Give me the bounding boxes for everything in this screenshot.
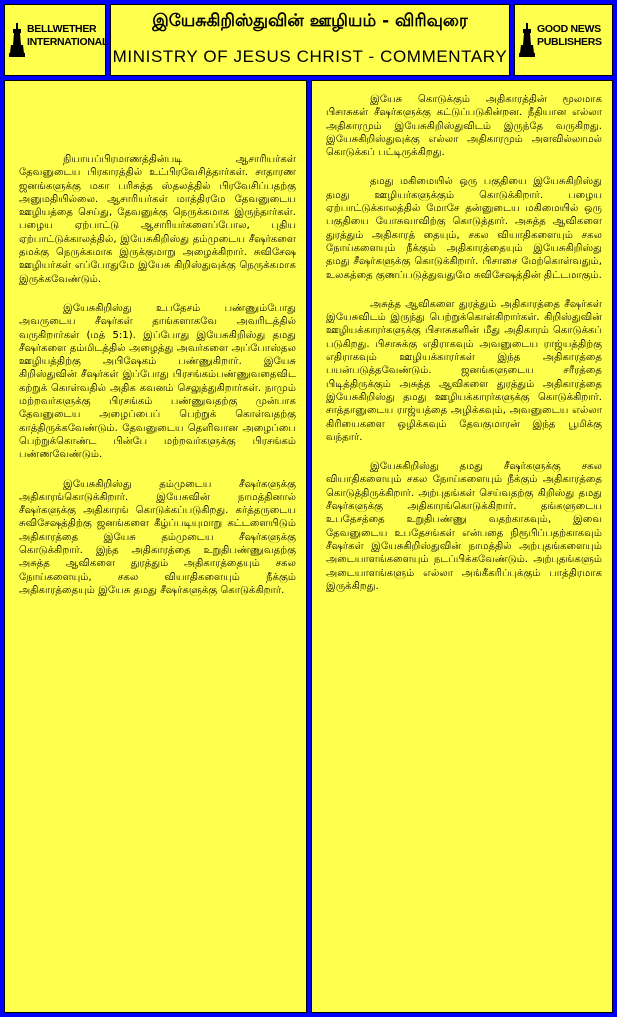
title-tamil: இயேசுகிறிஸ்துவின் ஊழியம் - விரிவுரை	[152, 11, 468, 31]
publisher-line-1: BELLWETHER	[27, 23, 97, 35]
bellwether-logo	[4, 4, 109, 76]
bell-tower-icon	[519, 23, 535, 57]
paragraph: இயேசுகிறிஸ்து தம்முடைய சீஷர்களுக்கு அதிகாரங்கொடுக்கிறார். இயேசுவின் நாமத்தினால் சீஷர்களுக்கு அதிகாரங் கொடுக்கப்படுகிறது. கர்த்தருடைய சுவிசேஷத்திற்கு ஜனங்களை கீழ்ப்படியுமாறு கட்டளையிடும் அதிகாரத்தை இயேசு தம்முடைய சீஷர்களுக்கு கொடுக்கிறார். இந்த அதிகாரத்தை உறுதிபண்ணுவதற்கு அசுத்த ஆவிகளை துரத்தும் அதிகாரத்தையும் சகல நோய்களையும், சகல வியாதிகளையும் நீக்கும் அதிகாரத்தையும் இயேசு தமது சீஷர்களுக்கு கொடுக்கிறார்.	[19, 478, 296, 596]
paragraph: அசுத்த ஆவிகளை துரத்தும் அதிகாரத்தை சீஷர்கள் இயேசுவிடம் இருந்து பெற்றுக்கொள்கிறார்கள். கிறிஸ்துவின் ஊழியக்காரர்களுக்கு பிசாசுகளின் மீது அதிகாரம் கொடுக்கப் படுகிறது. பிசாசுக்கு எதிராகவும் அவனுடைய ராஜ்யத்திற்கு எதிராகவும் ஊழியக்காரர்கள் இந்த அதிகாரத்தை பயன்படுத்தவேண்டும். ஜனங்களுடைய சரீரத்தை பிடித்திருக்கும் அசுத்த ஆவிகளை துரத்தும் அதிகாரத்தை இயேசுகிறிஸ்து தமது ஊழியக்காரர்களுக்கு கொடுக்கிறார். சாத்தானுடைய ராஜ்யத்தை அழிக்கவும், அவனுடைய எல்லா கிரியைகளை ஒழிக்கவும் தேவகுமாரன் இந்த பூமிக்கு வந்தார்.	[326, 298, 602, 443]
good-news-mark	[519, 23, 610, 63]
publisher-line-2: INTERNATIONAL	[27, 36, 109, 48]
bellwether-mark	[9, 23, 109, 63]
paragraph: நியாயப்பிரமாணத்தின்படி ஆசாரியர்கள் தேவனுடைய பிரகாரத்தில் உட்பிரவேசித்தார்கள். சாதாரண ஜனங்களுக்கு மகா பரிசுத்த ஸ்தலத்தில் பிரவேசிப்பதற்கு அனுமதியில்லை. ஆசாரியர்கள் மாத்திரமே தேவனுடைய ஊழியத்தை செய்து, தேவனுக்கு நெருக்கமாக இருந்தார்கள். பழைய ஏற்பாட்டு ஆசாரியர்களைப்போல, புதிய ஏற்பாட்டுக்காலத்தில், இயேசுகிறிஸ்து தம்முடைய சீஷர்களை தமக்கு நெருக்கமாக இருக்குமாறு அழைக்கிறார். சுவிசேஷ ஊழியர்கள் எப்போதுமே இயேசு கிறிஸ்துவுக்கு நெருக்கமாக இருக்கவேண்டும்.	[19, 154, 296, 285]
right-column	[311, 80, 613, 1013]
bell-tower-icon	[9, 23, 25, 57]
publisher-line-1: GOOD NEWS	[537, 23, 601, 35]
paragraph: இயேசுகிறிஸ்து தமது சீஷர்களுக்கு சகல வியாதிகளையும் சகல நோய்களையும் நீக்கும் அதிகாரத்தை கொடுத்திருக்கிறார். அற்புதங்கள் செய்வதற்கு கிறிஸ்து தமது சீஷர்களுக்கு அதிகாரங்கொடுக்கிறார். தங்களுடைய உபதேசத்தை உறுதிபண்ணு வதற்காகவும், இவை தேவனுடைய உபதேசங்கள் என்பதை நிரூபிப்பதற்காகவும் சீஷர்கள் இயேசுகிறிஸ்துவின் நாமத்தில் அற்புதங்களையும் அடையாளங்களையும் நடப்பிக்கவேண்டும். அற்புதங்களும் அடையாளங்களும் எல்லா அங்கீகரிப்புக்கும் பாத்திரமாக இருக்கிறது.	[326, 461, 602, 592]
paragraph: தமது மகிமையில் ஒரு பகுதியை இயேசுகிறிஸ்து தமது ஊழியர்களுக்கும் கொடுக்கிறார். பழைய ஏற்பாட்டுக்காலத்தில் மோசே தன்னுடைய மகிமையில் ஒரு பகுதியை யோசுவாவிற்கு கொடுத்தார். அசுத்த ஆவிகளை துரத்தும் அதிகாரத் தையும், சகல வியாதிகளையும் சகல நோய்களையும் நீக்கும் அதிகாரத்தையும் இயேசுகிறிஸ்து தமது சீஷர்களுக்கு கொடுக்கிறார். பிசாசை மேற்கொள்வதும், உலகத்தை குணப்படுத்துவதுமே சுவிசேஷத்தின் திட்டமாகும்.	[326, 176, 602, 281]
title-english: MINISTRY OF JESUS CHRIST - COMMENTARY	[112, 47, 508, 66]
paragraph: இயேசுகிறிஸ்து உபதேசம் பண்ணும்போது அவருடைய சீஷர்கள் தாங்களாகவே அவரிடத்தில் வருகிறார்கள் (மத் 5:1). இப்போது இயேசுகிறிஸ்து தமது சீஷர்களை தம்மிடத்தில் அழைத்து அவர்களை அப்போஸ்தல ஊழியத்திற்கு அபிஷேகம் பண்ணுகிறார். இயேசு கிறிஸ்துவின் சீஷர்கள் இப்போது பிரசங்கம்பண்ணுவதைவிட கற்றுக் கொள்வதில் அதிக கவனம் செலுத்துகிறார்கள். நாமும் மற்றவர்களுக்கு பிரசங்கம் பண்ணுவதற்கு முன்பாக தேவனுடைய அழைப்பைப் பெற்றுக் கொள்வதற்கு காத்திருக்கவேண்டும். தேவனுடைய தெளிவான அழைப்பை பெற்றுக்கொண்ட பின்பே மற்றவர்களுக்கு பிரசங்கம் பண்ணவேண்டும்.	[19, 302, 296, 461]
paragraph: இயேசு கொடுக்கும் அதிகாரத்தின் மூலமாக பிசாசுகள் சீஷர்களுக்கு கட்டுப்படுகின்றன. நீதியான எல்லா அதிகாரமும் இயேசுகிறிஸ்துவிடம் இருந்தே வருகிறது. இயேசுகிறிஸ்துவுக்கு எல்லா அதிகாரமும் அளவில்லாமல் கொடுக்கப் பட்டிருக்கிறது.	[326, 94, 602, 159]
left-column	[4, 80, 307, 1013]
good-news-logo	[514, 4, 613, 76]
header-title-box	[110, 4, 510, 76]
publisher-line-2: PUBLISHERS	[537, 36, 602, 48]
